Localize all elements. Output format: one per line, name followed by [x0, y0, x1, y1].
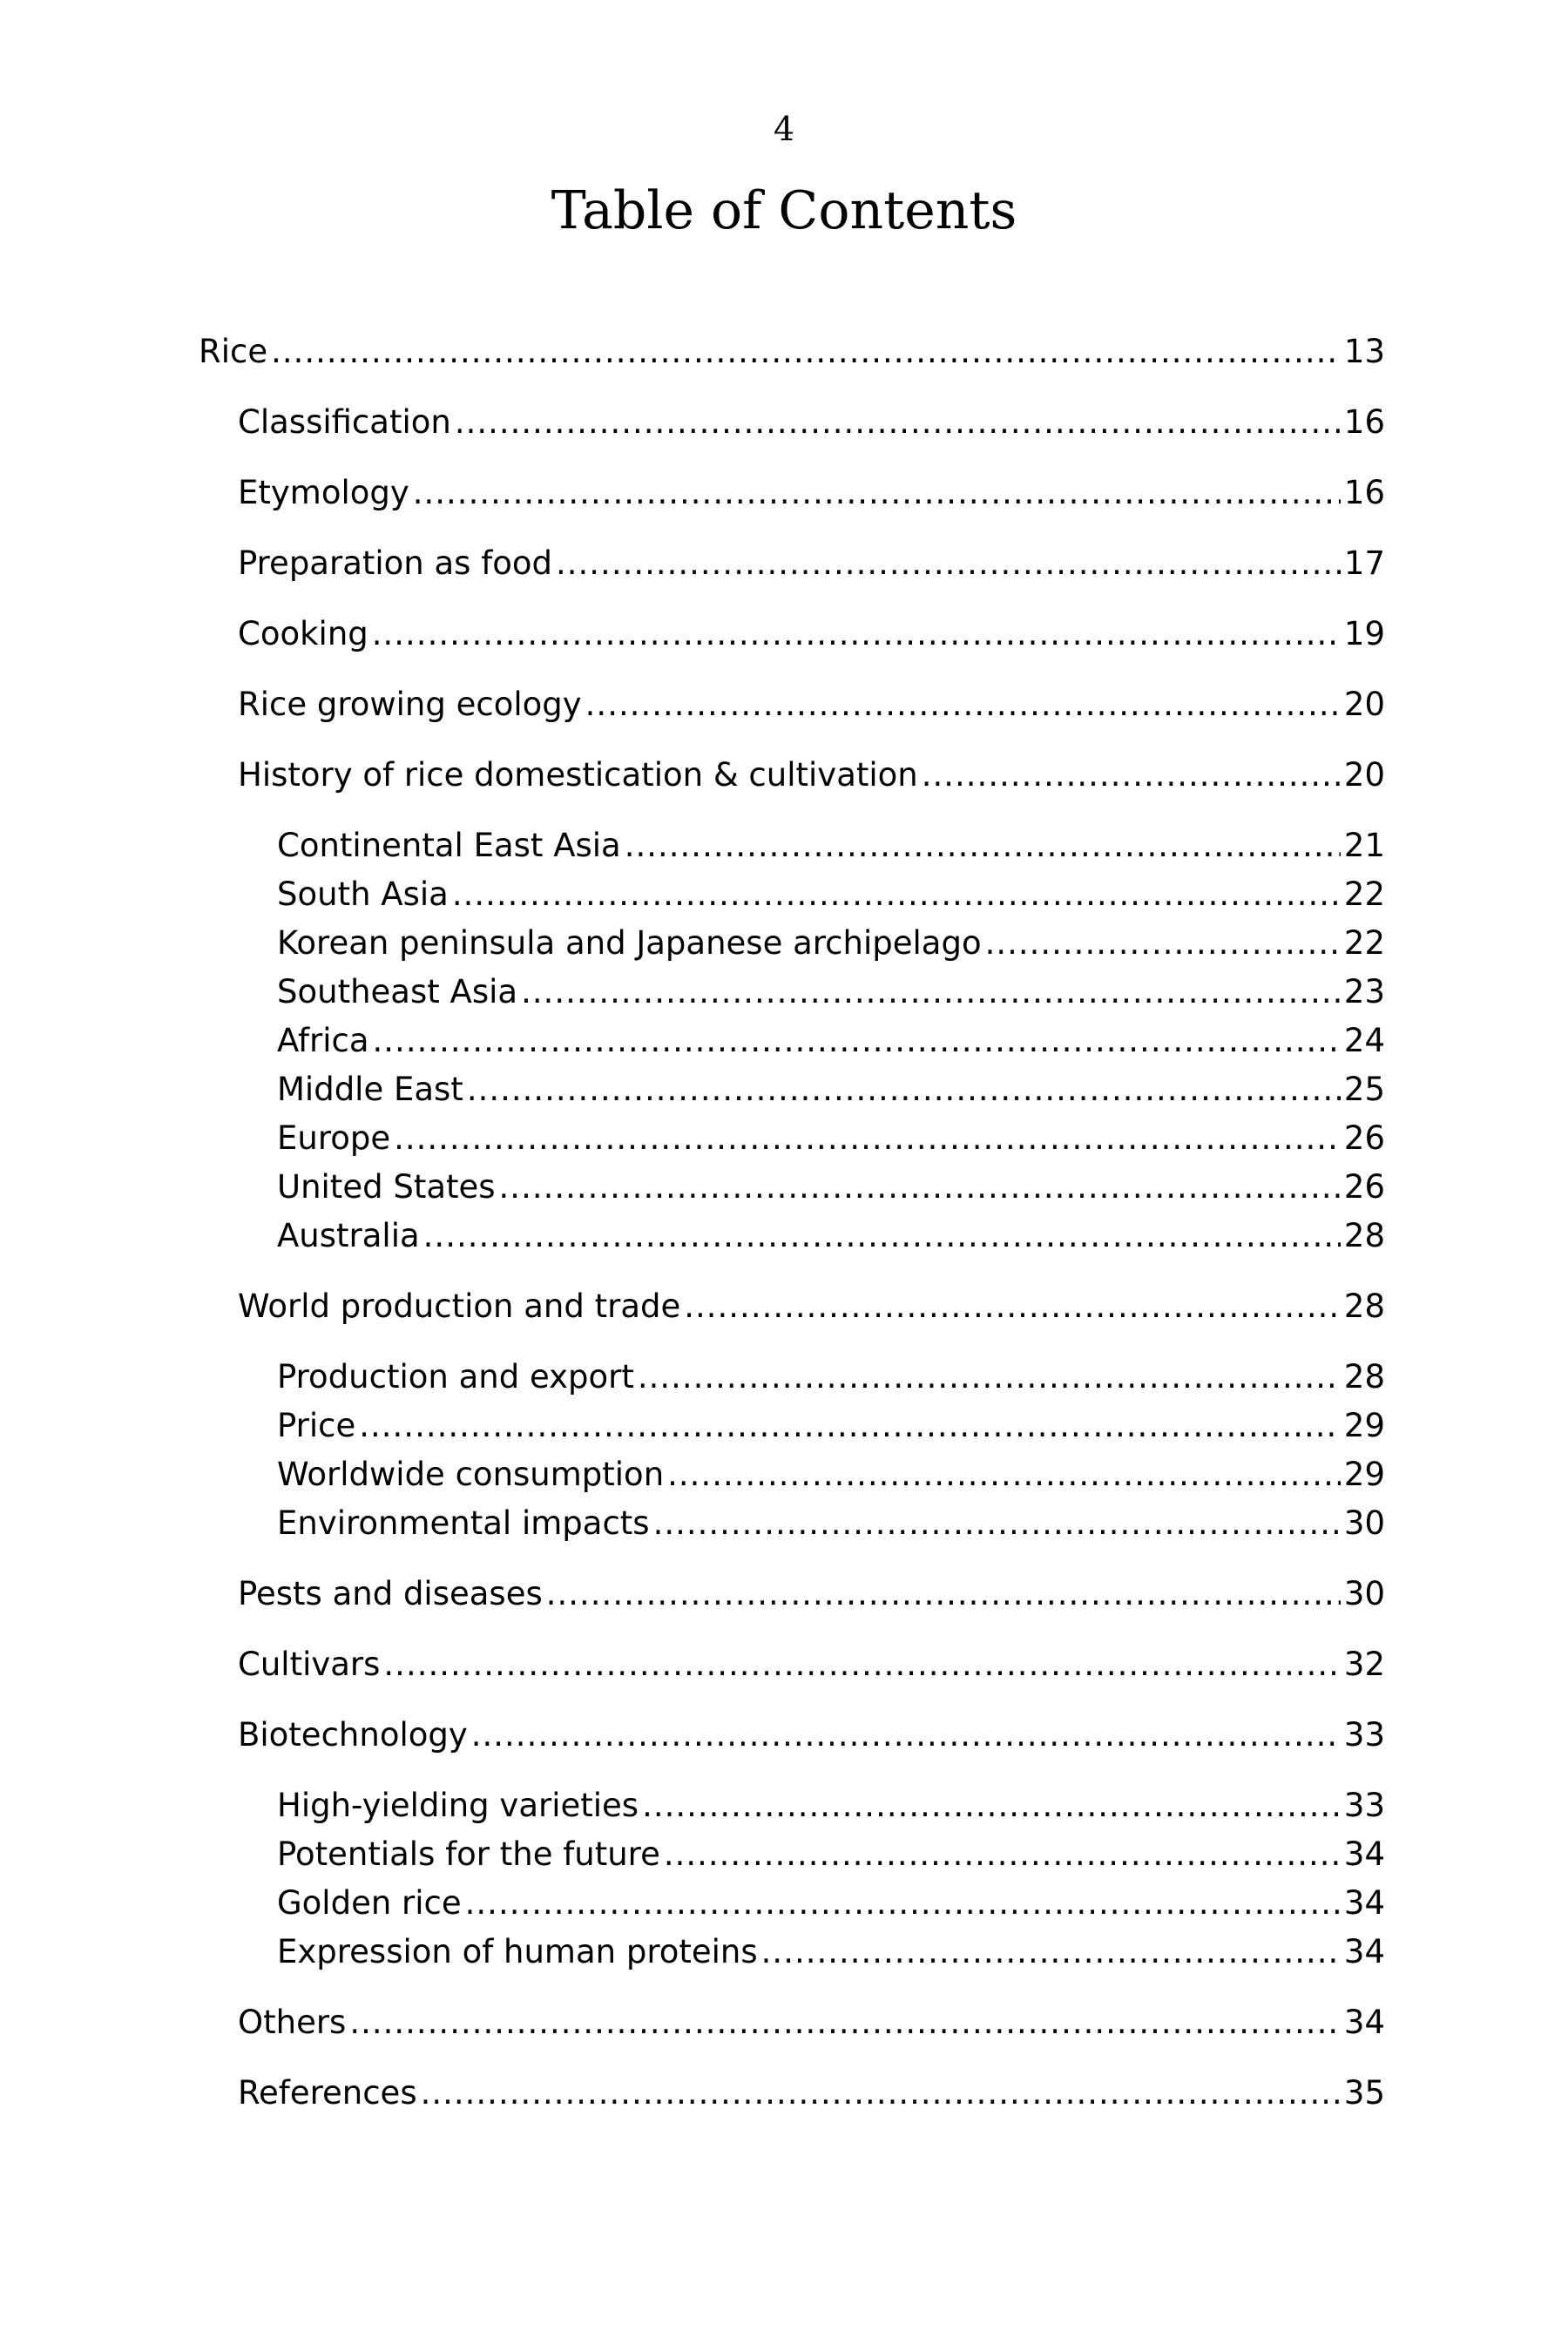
- toc-entry-page-number: 13: [1343, 333, 1385, 370]
- toc-entry[interactable]: [199, 1282, 1385, 1331]
- dot-leader: [383, 1640, 1340, 1689]
- toc-entry-page-number: 22: [1343, 924, 1385, 962]
- toc-entry[interactable]: [199, 1830, 1385, 1879]
- toc-entry-label: Price: [277, 1407, 356, 1444]
- toc-entry[interactable]: [199, 1402, 1385, 1450]
- toc-entry-page-number: 16: [1343, 403, 1385, 441]
- dot-leader: [625, 821, 1341, 870]
- toc-entry-label: Australia: [277, 1217, 420, 1254]
- dot-leader: [413, 469, 1341, 517]
- toc-entry-page-number: 17: [1343, 544, 1385, 582]
- toc-entry[interactable]: [199, 2069, 1385, 2118]
- toc-entry-label: Cooking: [238, 615, 368, 652]
- toc-entry-label: Southeast Asia: [277, 973, 518, 1010]
- toc-entry[interactable]: [199, 1879, 1385, 1928]
- toc-entry-label: Biotechnology: [238, 1716, 468, 1754]
- toc-entry[interactable]: [199, 1353, 1385, 1402]
- toc-entry[interactable]: [199, 1711, 1385, 1760]
- toc-entry[interactable]: [199, 1114, 1385, 1163]
- toc-entry-label: Preparation as food: [238, 544, 553, 582]
- toc-entry-page-number: 20: [1343, 756, 1385, 794]
- toc-entry-page-number: 34: [1343, 1933, 1385, 1970]
- toc-entry-page-number: 26: [1343, 1119, 1385, 1157]
- toc-entry[interactable]: [199, 1499, 1385, 1548]
- dot-leader: [761, 1928, 1341, 1977]
- toc-entry-page-number: 33: [1343, 1787, 1385, 1824]
- toc-entry-page-number: 22: [1343, 875, 1385, 913]
- toc-entry-label: Middle East: [277, 1071, 463, 1108]
- dot-leader: [521, 968, 1341, 1017]
- toc-entry-page-number: 34: [1343, 2004, 1385, 2041]
- toc-entry[interactable]: [199, 469, 1385, 517]
- toc-entry-label: Continental East Asia: [277, 827, 621, 864]
- toc-entry-page-number: 26: [1343, 1168, 1385, 1206]
- dot-leader: [556, 539, 1341, 588]
- toc-entry[interactable]: [199, 1065, 1385, 1114]
- toc-entry-label: Others: [238, 2004, 347, 2041]
- dot-leader: [585, 680, 1341, 729]
- dot-leader: [359, 1402, 1341, 1450]
- dot-leader: [455, 398, 1341, 447]
- toc-entry-page-number: 34: [1343, 1884, 1385, 1922]
- toc-entry-label: Production and export: [277, 1358, 634, 1396]
- toc-entry-page-number: 28: [1343, 1358, 1385, 1396]
- table-of-contents: [199, 328, 1385, 2139]
- toc-entry-label: Pests and diseases: [238, 1575, 543, 1612]
- dot-leader: [642, 1781, 1341, 1830]
- dot-leader: [421, 2069, 1341, 2118]
- dot-leader: [467, 1065, 1341, 1114]
- toc-entry[interactable]: [199, 1781, 1385, 1830]
- page-title: Table of Contents: [551, 180, 1017, 241]
- toc-entry-label: Expression of human proteins: [277, 1933, 758, 1970]
- toc-entry-label: Europe: [277, 1119, 391, 1157]
- toc-entry-page-number: 19: [1343, 615, 1385, 652]
- toc-entry[interactable]: [199, 1570, 1385, 1619]
- toc-entry[interactable]: [199, 1212, 1385, 1260]
- toc-entry-label: Korean peninsula and Japanese archipelago: [277, 924, 982, 962]
- toc-entry[interactable]: [199, 539, 1385, 588]
- dot-leader: [922, 751, 1341, 800]
- toc-entry-page-number: 29: [1343, 1407, 1385, 1444]
- dot-leader: [684, 1282, 1341, 1331]
- dot-leader: [546, 1570, 1341, 1619]
- toc-entry-label: Rice: [199, 333, 268, 370]
- toc-entry-label: Classification: [238, 403, 451, 441]
- toc-entry[interactable]: [199, 328, 1385, 376]
- toc-entry-label: Africa: [277, 1022, 369, 1059]
- toc-entry[interactable]: [199, 610, 1385, 659]
- toc-entry-label: Rice growing ecology: [238, 686, 582, 723]
- dot-leader: [394, 1114, 1341, 1163]
- dot-leader: [499, 1163, 1341, 1212]
- toc-entry-page-number: 20: [1343, 686, 1385, 723]
- toc-entry-label: References: [238, 2074, 417, 2112]
- toc-entry-page-number: 30: [1343, 1575, 1385, 1612]
- toc-entry-page-number: 35: [1343, 2074, 1385, 2112]
- dot-leader: [471, 1711, 1341, 1760]
- toc-entry-label: Cultivars: [238, 1646, 381, 1683]
- toc-entry-page-number: 32: [1343, 1646, 1385, 1683]
- toc-entry-page-number: 25: [1343, 1071, 1385, 1108]
- toc-entry-label: South Asia: [277, 875, 449, 913]
- dot-leader: [667, 1450, 1341, 1499]
- toc-entry-label: History of rice domestication & cultivation: [238, 756, 918, 794]
- toc-entry[interactable]: [199, 398, 1385, 447]
- dot-leader: [452, 870, 1341, 919]
- toc-entry-page-number: 16: [1343, 474, 1385, 511]
- toc-entry-label: Potentials for the future: [277, 1835, 660, 1873]
- dot-leader: [373, 1017, 1341, 1065]
- toc-entry-page-number: 24: [1343, 1022, 1385, 1059]
- dot-leader: [985, 919, 1341, 968]
- toc-entry[interactable]: [199, 919, 1385, 968]
- toc-entry[interactable]: [199, 1163, 1385, 1212]
- toc-entry-label: Environmental impacts: [277, 1504, 650, 1542]
- dot-leader: [349, 1998, 1341, 2047]
- toc-entry[interactable]: [199, 968, 1385, 1017]
- toc-entry[interactable]: [199, 1640, 1385, 1689]
- toc-entry-label: United States: [277, 1168, 496, 1206]
- toc-entry-page-number: 28: [1343, 1288, 1385, 1325]
- dot-leader: [638, 1353, 1341, 1402]
- toc-entry[interactable]: [199, 751, 1385, 800]
- toc-entry[interactable]: [199, 680, 1385, 729]
- dot-leader: [465, 1879, 1341, 1928]
- dot-leader: [271, 328, 1341, 376]
- toc-entry[interactable]: [199, 1998, 1385, 2047]
- toc-entry-page-number: 28: [1343, 1217, 1385, 1254]
- toc-entry-page-number: 29: [1343, 1456, 1385, 1493]
- dot-leader: [664, 1830, 1341, 1879]
- toc-entry[interactable]: [199, 1450, 1385, 1499]
- page-number: 4: [773, 110, 795, 148]
- toc-entry-label: World production and trade: [238, 1288, 681, 1325]
- toc-entry[interactable]: [199, 821, 1385, 870]
- toc-entry-label: Golden rice: [277, 1884, 462, 1922]
- toc-entry-label: Worldwide consumption: [277, 1456, 665, 1493]
- toc-entry-page-number: 33: [1343, 1716, 1385, 1754]
- toc-entry-page-number: 23: [1343, 973, 1385, 1010]
- toc-entry-label: High-yielding varieties: [277, 1787, 639, 1824]
- toc-entry-page-number: 21: [1343, 827, 1385, 864]
- toc-entry-page-number: 34: [1343, 1835, 1385, 1873]
- toc-entry[interactable]: [199, 870, 1385, 919]
- toc-entry-page-number: 30: [1343, 1504, 1385, 1542]
- dot-leader: [423, 1212, 1341, 1260]
- toc-entry-label: Etymology: [238, 474, 409, 511]
- toc-entry[interactable]: [199, 1017, 1385, 1065]
- toc-entry[interactable]: [199, 1928, 1385, 1977]
- dot-leader: [653, 1499, 1341, 1548]
- dot-leader: [372, 610, 1341, 659]
